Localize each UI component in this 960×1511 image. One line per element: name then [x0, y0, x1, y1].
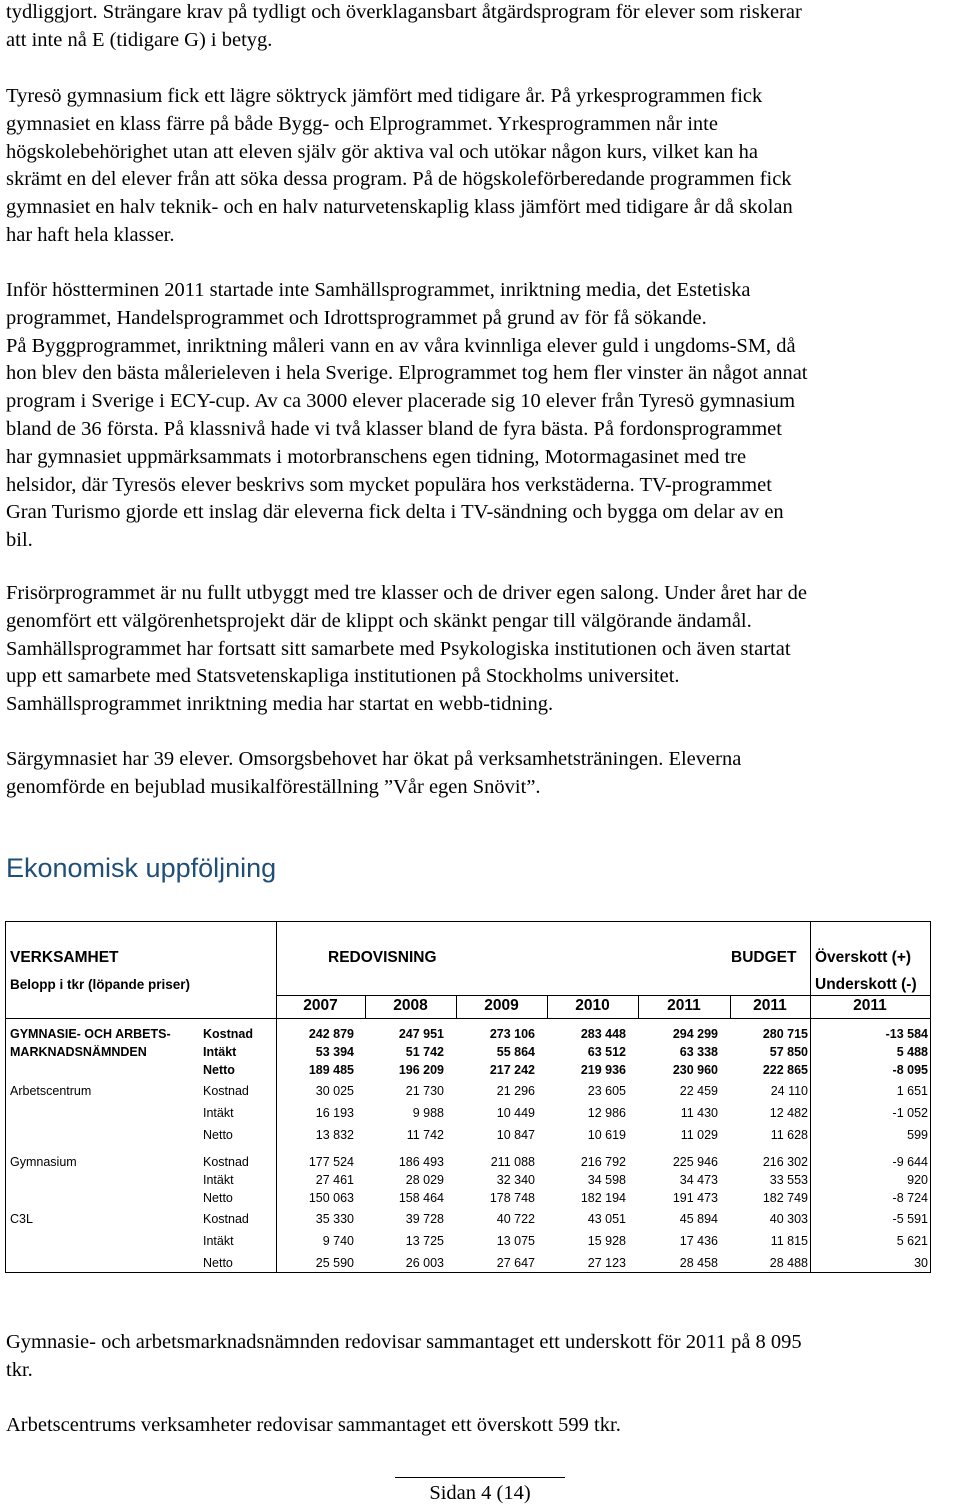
text-line: Gran Turismo gjorde ett inslag där eleverna fick delta i TV-sändning och bygga om delar av en — [6, 501, 784, 524]
table-cell: 34 598 — [587, 1173, 626, 1187]
text-line: har gymnasiet uppmärksammats i motorbranschens egen tidning, Motormagasinet med tre — [6, 445, 747, 468]
table-rule — [276, 922, 277, 1272]
row-type: Kostnad — [203, 1027, 253, 1041]
text-line: hon blev den bästa målerieleven i hela Sverige. Elprogrammet tog hem fler vinster än något annat — [6, 362, 808, 385]
section-heading: Ekonomisk uppföljning — [6, 853, 277, 883]
table-cell: 5 621 — [896, 1234, 928, 1248]
paragraph-sargymnasiet — [6, 746, 954, 802]
year-header: 2007 — [303, 997, 338, 1014]
text-line: skrämt en del elever från att söka dessa program. På de högskoleförberedande programmen fick — [6, 168, 792, 191]
table-cell: 55 864 — [496, 1045, 535, 1059]
table-cell: 294 299 — [672, 1027, 718, 1041]
text-line: Samhällsprogrammet inriktning media har startat en webb-tidning. — [6, 693, 554, 716]
table-cell: 63 512 — [587, 1045, 626, 1059]
text-line: att inte nå E (tidigare G) i betyg. — [6, 28, 273, 51]
text-line: bland de 36 första. På klassnivå hade vi två klasser bland de fyra bästa. På fordonsprogrammet — [6, 417, 782, 440]
year-header: 2008 — [393, 997, 428, 1014]
table-rule — [365, 995, 366, 1018]
table-cell: 191 473 — [672, 1191, 718, 1205]
row-type: Kostnad — [203, 1155, 249, 1169]
text-line: tkr. — [6, 1358, 33, 1381]
table-cell: 222 865 — [762, 1063, 808, 1077]
table-cell: 21 730 — [405, 1084, 444, 1098]
paragraph-soktryck — [6, 83, 954, 250]
text-line: bil. — [6, 529, 33, 552]
text-line: program i Sverige i ECY-cup. Av ca 3000 elever placerade sig 10 elever från Tyresö gymnasium — [6, 390, 796, 413]
table-cell: 13 075 — [496, 1234, 535, 1248]
table-cell: 158 464 — [398, 1191, 444, 1205]
table-cell: 40 722 — [496, 1212, 535, 1226]
table-cell: 11 815 — [770, 1234, 808, 1248]
table-cell: 25 590 — [315, 1256, 354, 1270]
table-rule — [276, 995, 930, 996]
text-line: gymnasiet en klass färre på både Bygg- och Elprogrammet. Yrkesprogrammen når inte — [6, 112, 718, 135]
table-cell: 150 063 — [308, 1191, 354, 1205]
table-cell: 21 296 — [496, 1084, 535, 1098]
footer-rule — [395, 1477, 565, 1478]
row-type: Kostnad — [203, 1212, 249, 1226]
table-cell: -8 095 — [892, 1063, 928, 1077]
text-line: Arbetscentrums verksamheter redovisar sammantaget ett överskott 599 tkr. — [6, 1414, 621, 1436]
row-type: Netto — [203, 1063, 235, 1077]
belopp-label: Belopp i tkr (löpande priser) — [10, 977, 191, 992]
table-cell: 216 302 — [762, 1155, 808, 1169]
paragraph-program-events — [6, 277, 954, 555]
table-cell: 15 928 — [587, 1234, 626, 1248]
row-type: Kostnad — [203, 1084, 249, 1098]
row-type: Intäkt — [203, 1234, 234, 1248]
table-cell: 10 847 — [496, 1128, 535, 1142]
table-cell: 230 960 — [672, 1063, 718, 1077]
redovisning-label: REDOVISNING — [328, 949, 437, 966]
table-cell: 30 025 — [315, 1084, 354, 1098]
table-rule — [638, 995, 639, 1018]
verksamhet-label: VERKSAMHET — [10, 949, 119, 966]
year-header: 2011 — [753, 997, 787, 1014]
table-cell: 43 051 — [587, 1212, 626, 1226]
table-cell: 45 894 — [679, 1212, 718, 1226]
table-cell: 12 986 — [587, 1106, 626, 1120]
year-header: 2010 — [575, 997, 610, 1014]
group-name: GYMNASIE- OCH ARBETS- — [10, 1027, 171, 1041]
group-name: MARKNADSNÄMNDEN — [10, 1045, 147, 1059]
table-cell: 16 193 — [315, 1106, 354, 1120]
overskott-label: Överskott (+) — [815, 949, 912, 966]
year-header: 2009 — [484, 997, 519, 1014]
table-cell: 225 946 — [672, 1155, 718, 1169]
text-line: genomfört ett välgörenhetsprojekt där de klippt och skänkt pengar till välgörande ändamål. — [6, 609, 752, 632]
table-cell: 30 — [914, 1256, 928, 1270]
economic-table — [5, 921, 931, 1273]
text-line: har haft hela klasser. — [6, 223, 175, 246]
table-cell: 34 473 — [679, 1173, 718, 1187]
table-rule — [456, 995, 457, 1018]
paragraph-summary-gan — [6, 1329, 954, 1385]
text-line: upp ett samarbete med Statsvetenskapliga institutionen på Stockholms universitet. — [6, 665, 680, 688]
table-cell: -8 724 — [892, 1191, 928, 1205]
table-cell: -13 584 — [885, 1027, 928, 1041]
underskott-label: Underskott (-) — [815, 976, 917, 993]
table-cell: -9 644 — [892, 1155, 928, 1169]
page-number: Sidan 4 (14) — [429, 1482, 531, 1504]
table-cell: 182 194 — [580, 1191, 626, 1205]
table-cell: 186 493 — [398, 1155, 444, 1169]
table-cell: 23 605 — [587, 1084, 626, 1098]
table-rule — [810, 922, 811, 1272]
group-name: C3L — [10, 1212, 33, 1226]
table-cell: 283 448 — [580, 1027, 626, 1041]
table-cell: 40 303 — [769, 1212, 808, 1226]
table-cell: 247 951 — [398, 1027, 444, 1041]
text-line: Gymnasie- och arbetsmarknadsnämnden redovisar sammantaget ett underskott för 2011 på 8 095 — [6, 1331, 802, 1353]
table-cell: 12 482 — [769, 1106, 808, 1120]
text-line: genomförde en bejublad musikalföreställning ”Vår egen Snövit”. — [6, 775, 541, 798]
budget-label: BUDGET — [731, 949, 797, 966]
intro-paragraph — [6, 0, 954, 55]
text-line: Särgymnasiet har 39 elever. Omsorgsbehovet har ökat på verksamhetsträningen. Eleverna — [6, 748, 742, 770]
table-cell: -1 052 — [892, 1106, 928, 1120]
table-cell: 280 715 — [762, 1027, 808, 1041]
table-cell: 63 338 — [679, 1045, 718, 1059]
row-type: Intäkt — [203, 1045, 237, 1059]
table-cell: 33 553 — [769, 1173, 808, 1187]
table-cell: 35 330 — [315, 1212, 354, 1226]
table-cell: 189 485 — [308, 1063, 354, 1077]
table-cell: 9 740 — [322, 1234, 354, 1248]
table-cell: -5 591 — [892, 1212, 928, 1226]
text-line: högskolebehörighet utan att eleven själv gör aktiva val och utökar någon kurs, vilket kan ha — [6, 140, 759, 163]
table-cell: 178 748 — [489, 1191, 535, 1205]
table-cell: 11 029 — [680, 1128, 718, 1142]
table-cell: 27 123 — [587, 1256, 626, 1270]
table-cell: 211 088 — [490, 1155, 535, 1169]
row-type: Netto — [203, 1256, 233, 1270]
table-cell: 22 459 — [679, 1084, 718, 1098]
table-cell: 51 742 — [405, 1045, 444, 1059]
table-cell: 1 651 — [896, 1084, 928, 1098]
table-cell: 920 — [907, 1173, 928, 1187]
table-cell: 11 742 — [406, 1128, 444, 1142]
table-cell: 27 461 — [315, 1173, 354, 1187]
table-cell: 11 628 — [770, 1128, 808, 1142]
text-line: På Byggprogrammet, inriktning måleri vann en av våra kvinnliga elever guld i ungdoms-SM, då — [6, 334, 796, 357]
text-line: programmet, Handelsprogrammet och Idrottsprogrammet på grund av för få sökande. — [6, 306, 707, 329]
table-cell: 219 936 — [580, 1063, 626, 1077]
table-cell: 599 — [907, 1128, 928, 1142]
year-header: 2011 — [667, 997, 701, 1014]
year-header: 2011 — [853, 997, 887, 1014]
row-type: Netto — [203, 1128, 233, 1142]
row-type: Intäkt — [203, 1106, 234, 1120]
table-cell: 9 988 — [412, 1106, 444, 1120]
table-cell: 242 879 — [308, 1027, 354, 1041]
table-cell: 39 728 — [405, 1212, 444, 1226]
table-cell: 24 110 — [770, 1084, 808, 1098]
group-name: Gymnasium — [10, 1155, 77, 1169]
table-cell: 57 850 — [769, 1045, 808, 1059]
table-cell: 27 647 — [496, 1256, 535, 1270]
table-cell: 10 449 — [496, 1106, 535, 1120]
table-cell: 216 792 — [580, 1155, 626, 1169]
table-cell: 13 832 — [315, 1128, 354, 1142]
text-line: helsidor, där Tyresös elever beskrivs som mycket populära hos verkstäderna. TV-programmet — [6, 473, 772, 496]
table-rule — [730, 995, 731, 1018]
table-cell: 13 725 — [405, 1234, 444, 1248]
table-cell: 28 458 — [679, 1256, 718, 1270]
table-cell: 5 488 — [896, 1045, 928, 1059]
paragraph-summary-ac — [6, 1412, 954, 1440]
paragraph-frisor — [6, 580, 954, 719]
text-line: Inför höstterminen 2011 startade inte Samhällsprogrammet, inriktning media, det Estetiska — [6, 279, 751, 301]
table-cell: 182 749 — [762, 1191, 808, 1205]
text-line: Frisörprogrammet är nu fullt utbyggt med tre klasser och de driver egen salong. Under året har de — [6, 582, 807, 604]
table-cell: 273 106 — [489, 1027, 535, 1041]
table-cell: 26 003 — [405, 1256, 444, 1270]
row-type: Netto — [203, 1191, 233, 1205]
row-type: Intäkt — [203, 1173, 234, 1187]
table-rule — [6, 1018, 930, 1019]
text-line: Samhällsprogrammet har fortsatt sitt samarbete med Psykologiska institutionen och även startat — [6, 637, 791, 660]
table-cell: 10 619 — [587, 1128, 626, 1142]
table-cell: 196 209 — [398, 1063, 444, 1077]
text-line: Tyresö gymnasium fick ett lägre söktryck jämfört med tidigare år. På yrkesprogrammen fick — [6, 85, 763, 107]
table-cell: 53 394 — [315, 1045, 354, 1059]
table-cell: 28 488 — [769, 1256, 808, 1270]
table-cell: 17 436 — [679, 1234, 718, 1248]
table-cell: 32 340 — [496, 1173, 535, 1187]
table-cell: 28 029 — [405, 1173, 444, 1187]
group-name: Arbetscentrum — [10, 1084, 92, 1098]
table-rule — [547, 995, 548, 1018]
table-cell: 11 430 — [680, 1106, 718, 1120]
table-cell: 217 242 — [489, 1063, 535, 1077]
table-cell: 177 524 — [308, 1155, 354, 1169]
text-line: gymnasiet en halv teknik- och en halv naturvetenskaplig klass jämfört med tidigare år då skolan — [6, 196, 793, 219]
text-line: tydliggjort. Strängare krav på tydligt och överklagansbart åtgärdsprogram för elever som riskerar — [6, 1, 802, 23]
